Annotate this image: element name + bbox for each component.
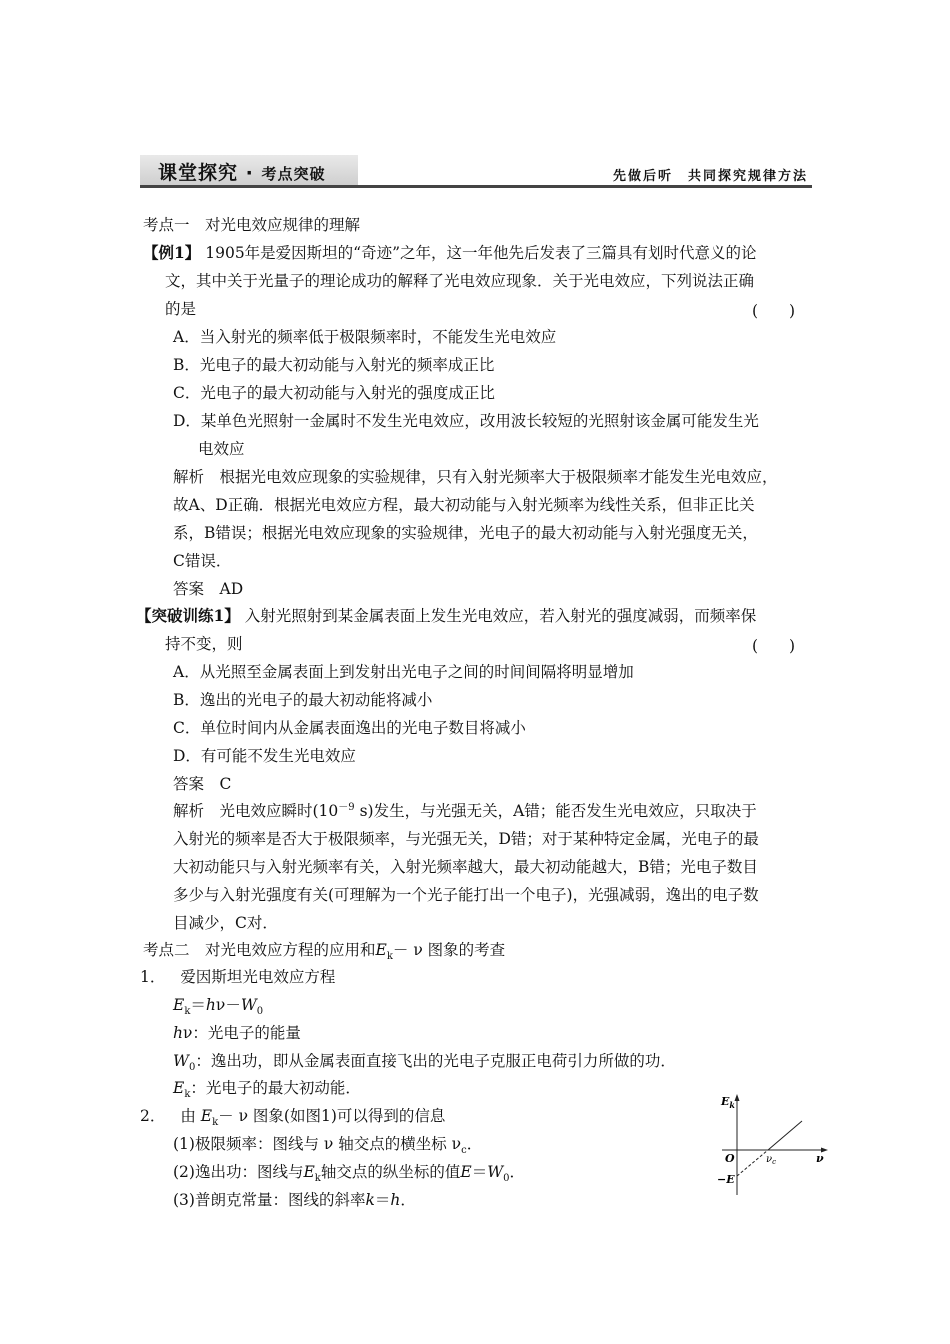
training-label: 【突破训练1】 <box>136 606 240 625</box>
example1-analysis-1: 解析 根据光电效应现象的实验规律，只有入射光频率大于极限频率才能发生光电效应， <box>173 468 778 486</box>
hv-text: ν：光电子的能量 <box>182 1024 301 1042</box>
item-number: 1． <box>140 968 166 986</box>
info2-ek: E <box>303 1163 315 1181</box>
k-subscript: k <box>386 951 393 963</box>
hv-h: h <box>173 1024 183 1042</box>
example1-line2: 文，其中关于光量子的理论成功的解释了光电效应现象．关于光电效应，下列说法正确 <box>165 272 755 290</box>
origin-label: O <box>725 1152 735 1165</box>
kp2-title <box>143 940 506 963</box>
eq-h: h <box>205 996 216 1014</box>
info1-text: (1)极限频率：图线与 ν 轴交点的横坐标 ν <box>173 1135 462 1153</box>
example-label: 【例1】 <box>143 243 201 262</box>
example1-option-a: A．当入射光的频率低于极限频率时，不能发生光电效应 <box>173 328 557 346</box>
info2-w: W <box>487 1163 504 1181</box>
example1-line3: 的是 <box>165 300 197 318</box>
training1-analysis-5: 目减少，C对． <box>173 914 278 932</box>
section-title <box>158 158 326 185</box>
example1-line1 <box>143 243 811 263</box>
training1-analysis-2: 入射光的频率是否大于极限频率，与光强无关，D错；对于某种特定金属，光电子的最 <box>173 830 759 848</box>
info2-E: E <box>460 1163 472 1181</box>
info1-end: ． <box>466 1135 483 1153</box>
info3-k: k <box>365 1191 375 1209</box>
item2-ek: E <box>200 1107 213 1125</box>
section-rule <box>140 185 812 188</box>
info3-eq: ＝ <box>374 1191 391 1209</box>
section-header <box>140 155 812 189</box>
training1-question-1: 入射光照射到某金属表面上发生光电效应，若入射光的强度减弱，而频率保 <box>244 607 757 625</box>
info1-sub: c <box>461 1145 467 1157</box>
kp1-title: 考点一 对光电效应规律的理解 <box>143 216 361 234</box>
section-subtitle: 考点突破 <box>261 165 326 183</box>
x-axis-label: ν <box>816 1152 824 1165</box>
info2-end: ． <box>509 1163 526 1181</box>
y-axis-label: $E_k$ <box>721 1095 735 1110</box>
info2-b: 轴交点的纵坐标的值 <box>320 1163 461 1181</box>
training1-option-b: B．逸出的光电子的最大初动能将减小 <box>173 691 433 709</box>
example1-option-d-2: 电效应 <box>198 440 245 458</box>
ekd-e: E <box>173 1079 185 1097</box>
info-2 <box>173 1162 526 1185</box>
ek-symbol: E <box>375 941 387 959</box>
ekd-sub: k <box>184 1089 191 1101</box>
ekd-text: ：光电子的最大初动能． <box>190 1079 361 1097</box>
example1-option-b: B．光电子的最大初动能与入射光的频率成正比 <box>173 356 495 374</box>
info-3 <box>173 1190 416 1210</box>
item2-k: k <box>212 1117 219 1129</box>
training1-analysis-4: 多少与入射光强度有关(可理解为一个光子能打出一个电子)，光强减弱，逸出的电子数 <box>173 886 759 904</box>
eq-ek: E <box>173 996 185 1014</box>
training1-line2: 持不变，则 <box>165 635 243 653</box>
neg-e-label: −E <box>717 1173 735 1186</box>
ek-nu-graph <box>712 1090 832 1200</box>
info-1 <box>173 1134 483 1157</box>
section-motto: 先做后听 共同探究规律方法 <box>612 169 808 184</box>
info3-h: h <box>390 1191 401 1209</box>
item2-a: 由 <box>180 1107 196 1125</box>
info3-a: (3)普朗克常量：图线的斜率 <box>173 1191 366 1209</box>
kp2-item1 <box>140 967 335 987</box>
graph-svg <box>712 1090 832 1200</box>
eq-nu-minus: ν－ <box>215 996 241 1014</box>
example1-analysis-2: 故A、D正确．根据光电效应方程，最大初动能与入射光频率为线性关系，但非正比关 <box>173 496 755 514</box>
kp2-item2 <box>140 1106 446 1129</box>
example1-analysis-4: C错误． <box>173 552 232 570</box>
photoelectric-equation <box>173 995 264 1018</box>
eq-k-sub: k <box>184 1006 191 1018</box>
w0-text: ：逸出功，即从金属表面直接飞出的光电子克服正电荷引力所做的功． <box>195 1052 676 1070</box>
info3-end: ． <box>400 1191 416 1209</box>
example1-analysis-3: 系，B错误；根据光电效应现象的实验规律，光电子的最大初动能与入射光强度无关， <box>173 524 758 542</box>
training1-analysis-1b: s)发生，与光强无关，A错；能否发生光电效应，只取决于 <box>354 802 757 820</box>
item1-text: 爱因斯坦光电效应方程 <box>180 968 336 986</box>
y-axis-arrow <box>735 1094 740 1101</box>
example1-option-c: C．光电子的最大初动能与入射光的强度成正比 <box>173 384 495 402</box>
vc-label: $\nu_c$ <box>766 1154 777 1166</box>
info2-eq: ＝ <box>471 1163 488 1181</box>
ek-line-extension <box>737 1150 768 1176</box>
training1-option-d: D．有可能不发生光电效应 <box>173 747 356 765</box>
training1-option-c: C．单位时间内从金属表面逸出的光电子数目将减小 <box>173 719 526 737</box>
info2-w-sub: 0 <box>503 1173 510 1185</box>
training1-analysis-1a: 解析 光电效应瞬时(10 <box>173 802 339 820</box>
kp2-title-b: － ν 图象的考查 <box>392 941 506 959</box>
eq-w: W <box>240 996 257 1014</box>
info2-a: (2)逸出功：图线与 <box>173 1163 304 1181</box>
hv-description <box>173 1023 301 1043</box>
training1-answer: 答案 C <box>173 775 232 793</box>
example1-text-1: 1905年是爱因斯坦的“奇迹”之年，这一年他先后发表了三篇具有划时代意义的论 <box>205 244 757 262</box>
training1-line1 <box>136 606 756 626</box>
example1-answer: 答案 AD <box>173 580 244 598</box>
answer-paren-1: ( ) <box>752 302 796 320</box>
w0-sub: 0 <box>188 1062 196 1074</box>
training1-option-a: A．从光照至金属表面上到发射出光电子之间的时间间隔将明显增加 <box>173 663 634 681</box>
training1-analysis-1 <box>173 801 757 821</box>
section-title-dot: · <box>245 162 254 184</box>
exponent: －9 <box>338 801 355 813</box>
item2-b: － ν 图象(如图1)可以得到的信息 <box>218 1107 446 1125</box>
w0-w: W <box>173 1052 189 1070</box>
w0-description <box>173 1051 676 1074</box>
training1-analysis-3: 大初动能只与入射光频率有关，入射光频率越大，最大初动能越大，B错；光电子数目 <box>173 858 758 876</box>
answer-paren-2: ( ) <box>752 637 796 655</box>
ek-description <box>173 1078 361 1101</box>
eq-equals: ＝ <box>190 996 206 1014</box>
eq-w-sub: 0 <box>256 1006 264 1018</box>
ek-line <box>768 1121 802 1150</box>
info2-k: k <box>314 1173 321 1185</box>
kp2-title-a: 考点二 对光电效应方程的应用和 <box>143 941 376 959</box>
item2-number: 2． <box>140 1107 166 1125</box>
example1-option-d-1: D．某单色光照射一金属时不发生光电效应，改用波长较短的光照射该金属可能发生光 <box>173 412 759 430</box>
section-title-main: 课堂探究 <box>158 162 239 184</box>
